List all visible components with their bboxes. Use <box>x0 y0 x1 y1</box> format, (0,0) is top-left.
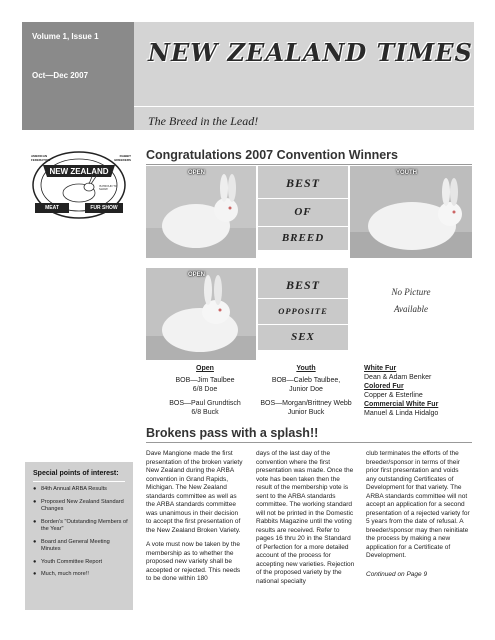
photo-label-open: OPEN <box>188 170 206 176</box>
list-item: ● Borden's "Outstanding Members of the Year" <box>33 518 128 532</box>
commercial-white-fur-names: Manuel & Linda Hidalgo <box>364 410 439 417</box>
headline-rule <box>146 164 472 165</box>
white-fur-names: Dean & Adam Benker <box>364 374 432 381</box>
article-col1-para1: Dave Mangione made the first presentation of the broken variety New Zealand during the ARBA convention in Grand Rapids, Michigan. The New Zealand standards committee as well as the ARBA standards committee was unanimous in their decision to accept the first presentation of the New Zealand Broken Variety. <box>146 450 243 534</box>
white-fur-heading: White Fur <box>364 365 397 372</box>
youth-bob-detail: Junior Doe <box>289 386 323 393</box>
bos-divider-2 <box>258 324 348 325</box>
logo-bottom-left: MEAT <box>45 205 59 211</box>
bob-divider-2 <box>258 226 348 227</box>
no-picture-line-1: No Picture <box>391 287 431 297</box>
variety-winners <box>364 364 472 418</box>
youth-heading: Youth <box>296 365 316 372</box>
bullet-icon: ● <box>33 538 37 545</box>
best-opposite-sex-panel <box>258 268 348 350</box>
volume-issue: Volume 1, Issue 1 <box>32 32 99 41</box>
convention-headline: Congratulations 2007 Convention Winners <box>146 148 399 162</box>
no-picture-line-2: Available <box>394 304 428 314</box>
list-item: ● Much, much more!! <box>33 571 89 577</box>
open-bob-detail: 6/8 Doe <box>192 386 218 393</box>
open-bob-photo <box>146 166 256 258</box>
photo-label-open-2: OPEN <box>188 272 206 278</box>
open-bos-detail: 6/8 Buck <box>191 409 219 416</box>
open-winners <box>160 364 250 417</box>
colored-fur-names: Copper & Esterline <box>364 392 423 399</box>
bos-line-1: BEST <box>285 278 320 292</box>
article-col2-para1: days of the last day of the convention where the first presentation was made. Once the vote has been taken then the result of the membership vote is sent to the ARBA standards committee. The working standard will not be printed in the Domestic Rabbits Magazine until the voting results are received. Refer to pages 16 thru 20 in the Standard of Perfection for a more detailed account of the process for accepting new varieties. Rejection of the proposed variety by the national specialty <box>256 450 355 585</box>
bob-line-3: BREED <box>281 232 325 244</box>
bos-divider-1 <box>258 298 348 299</box>
logo-top-left: AMERICAN FEDERATION <box>31 154 51 162</box>
youth-bob: BOB—Caleb Taulbee, <box>271 377 341 384</box>
youth-bos: BOS—Morgan/Brittney Webb <box>260 400 352 407</box>
bos-line-2: OPPOSITE <box>278 306 328 316</box>
continued-link[interactable]: Continued on Page 9 <box>366 570 428 578</box>
bullet-icon: ● <box>33 518 37 525</box>
youth-bob-photo <box>350 166 472 258</box>
article-column-1 <box>146 450 244 590</box>
special-points-box <box>25 462 133 610</box>
list-item: ● Board and General Meeting Minutes <box>33 538 110 552</box>
brokens-headline: Brokens pass with a splash!! <box>146 426 319 440</box>
open-bos-photo <box>146 268 256 360</box>
youth-bos-detail: Junior Buck <box>287 409 325 416</box>
special-points-heading: Special points of interest: <box>33 470 119 477</box>
list-item: ● 84th Annual ARBA Results <box>33 486 107 492</box>
article-col1-para2: A vote must now be taken by the membership as to whether the proposed new variety shall be accepted or rejected. This needs to be done within 180 <box>146 541 241 582</box>
bos-line-3: SEX <box>291 331 315 343</box>
photo-label-youth: YOUTH <box>396 170 417 176</box>
bob-line-2: OF <box>294 206 312 218</box>
bullet-icon: ● <box>33 486 37 492</box>
open-heading: Open <box>196 365 214 372</box>
no-picture-note <box>356 284 466 318</box>
logo-side-right: IS PROUD TO SHOW <box>99 184 118 191</box>
list-item: ● Youth Committee Report <box>33 558 103 565</box>
tagline: The Breed in the Lead! <box>148 114 259 128</box>
newsletter-title: NEW ZEALAND TIMES <box>148 38 473 67</box>
open-bob: BOB—Jim Taulbee <box>175 377 235 384</box>
logo-bottom-right: FUR SHOW <box>90 205 118 211</box>
bob-divider-1 <box>258 198 348 199</box>
open-bos: BOS—Paul Grundtisch <box>169 400 241 407</box>
masthead-rule <box>134 106 474 107</box>
colored-fur-heading: Colored Fur <box>364 383 404 390</box>
nz-rabbit-club-logo <box>25 143 133 223</box>
special-points-list <box>33 486 129 584</box>
best-of-breed-panel <box>258 166 348 250</box>
logo-top-right: RABBIT BREEDERS <box>114 154 131 162</box>
list-item: ● Proposed New Zealand Standard Changes <box>33 498 124 512</box>
logo-banner: NEW ZEALAND <box>49 167 109 176</box>
commercial-white-fur-heading: Commercial White Fur <box>364 401 439 408</box>
bullet-icon: ● <box>33 498 37 505</box>
volume-box <box>22 22 134 130</box>
youth-winners <box>256 364 356 417</box>
issue-date: Oct—Dec 2007 <box>32 71 89 80</box>
bullet-icon: ● <box>33 558 37 565</box>
bullet-icon: ● <box>33 571 37 577</box>
article-column-2 <box>256 450 356 592</box>
article-column-3 <box>366 450 470 585</box>
bob-line-1: BEST <box>285 176 320 190</box>
brokens-rule <box>146 442 472 443</box>
special-points-rule <box>33 481 125 482</box>
article-col3-para1: club terminates the efforts of the breeder/sponsor in terms of their prior first presentation and voids any outstanding Certificates of Development for that variety. The ARBA standards committee will not accept an application for a second presentation of a rejected variety for 5 years from the date of refusal. A breeder/sponsor may then reinitiate the process by making a new application for a Certificate of Development. <box>366 450 470 559</box>
